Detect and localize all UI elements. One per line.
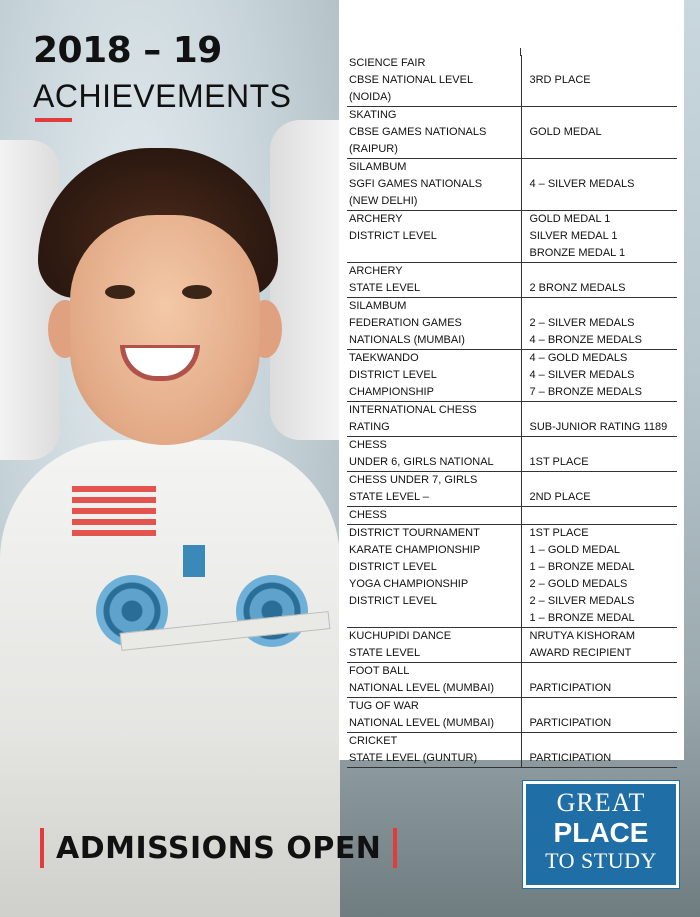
helmet-left	[0, 140, 60, 460]
table-row	[347, 55, 677, 107]
admissions-bar-right	[393, 828, 397, 868]
result-line: 4 – BRONZE MEDALS	[529, 334, 642, 346]
table-row	[347, 350, 677, 402]
event-line: TUG OF WAR	[349, 700, 419, 712]
result-line: BRONZE MEDAL 1	[529, 247, 626, 259]
achievements-panel	[339, 0, 684, 764]
result-cell	[521, 263, 677, 298]
event-line: CHAMPIONSHIP	[349, 386, 434, 398]
result-line: 1ST PLACE	[529, 456, 589, 468]
result-line	[530, 141, 678, 158]
result-cell	[521, 698, 677, 733]
result-line	[530, 402, 678, 419]
table-row	[347, 733, 677, 768]
event-line: (NOIDA)	[349, 91, 392, 103]
table-row	[347, 211, 677, 263]
result-line: 1 – GOLD MEDAL	[529, 544, 620, 556]
child-face	[70, 215, 260, 445]
result-line	[530, 437, 678, 454]
result-line: 2 – GOLD MEDALS	[529, 578, 628, 590]
result-line	[530, 159, 678, 176]
event-line: FOOT BALL	[349, 665, 410, 677]
event-cell	[347, 698, 521, 733]
event-cell	[347, 507, 521, 525]
event-line: INTERNATIONAL CHESS	[349, 404, 477, 416]
result-line: SUB-JUNIOR RATING 1189	[529, 421, 668, 433]
result-line: SILVER MEDAL 1	[529, 230, 618, 242]
page-title: ACHIEVEMENTS	[33, 78, 292, 114]
event-line: CHESS	[349, 509, 387, 521]
event-line: NATIONALS (MUMBAI)	[349, 334, 465, 346]
event-cell	[347, 159, 521, 211]
event-line: RATING	[349, 421, 390, 433]
result-line	[530, 733, 678, 750]
event-line: SILAMBUM	[349, 300, 407, 312]
table-row	[347, 472, 677, 507]
event-line: (RAIPUR)	[349, 143, 398, 155]
badge-line-to-study: TO STUDY	[545, 848, 657, 873]
table-row	[347, 576, 677, 628]
event-cell	[347, 107, 521, 159]
table-row	[347, 402, 677, 437]
achievements-table-body	[347, 55, 677, 768]
child-eye-right	[182, 285, 212, 299]
event-cell	[347, 472, 521, 507]
table-row	[347, 107, 677, 159]
result-line: 4 – SILVER MEDALS	[529, 178, 635, 190]
event-line: SCIENCE FAIR	[349, 57, 426, 69]
event-line: SKATING	[349, 109, 397, 121]
result-line	[530, 193, 678, 210]
event-line: KARATE CHAMPIONSHIP	[349, 544, 481, 556]
result-cell	[521, 663, 677, 698]
child-eye-left	[105, 285, 135, 299]
result-line: 4 – GOLD MEDALS	[529, 352, 628, 364]
result-line	[530, 507, 678, 524]
result-line: AWARD RECIPIENT	[529, 647, 632, 659]
event-line: CHESS	[349, 439, 387, 451]
result-cell	[521, 402, 677, 437]
result-line: 2ND PLACE	[529, 491, 591, 503]
result-line: 2 – SILVER MEDALS	[529, 595, 635, 607]
result-cell	[521, 628, 677, 663]
event-line: DISTRICT LEVEL	[349, 595, 437, 607]
table-row	[347, 298, 677, 350]
result-cell	[521, 507, 677, 525]
event-cell	[347, 437, 521, 472]
result-line: GOLD MEDAL 1	[529, 213, 611, 225]
event-line: CBSE GAMES NATIONALS	[349, 126, 487, 138]
table-row	[347, 663, 677, 698]
event-line: STATE LEVEL	[349, 282, 421, 294]
suit-tab	[183, 545, 205, 577]
title-underline	[35, 118, 72, 122]
table-row	[347, 698, 677, 733]
helmet-right	[270, 120, 340, 440]
event-cell	[347, 263, 521, 298]
flag-stripes	[72, 486, 156, 550]
event-line: DISTRICT LEVEL	[349, 561, 437, 573]
event-line: STATE LEVEL (GUNTUR)	[349, 752, 478, 764]
event-cell	[347, 298, 521, 350]
table-row	[347, 263, 677, 298]
event-line: TAEKWANDO	[349, 352, 419, 364]
result-cell	[521, 298, 677, 350]
event-line: CRICKET	[349, 735, 398, 747]
result-line	[530, 663, 678, 680]
event-line: DISTRICT LEVEL	[349, 369, 437, 381]
result-cell	[521, 733, 677, 768]
event-line: ARCHERY	[349, 213, 403, 225]
event-line: DISTRICT TOURNAMENT	[349, 527, 480, 539]
result-cell	[521, 107, 677, 159]
achievements-table	[347, 55, 677, 768]
result-line	[530, 89, 678, 106]
result-line: 2 BRONZ MEDALS	[529, 282, 626, 294]
event-line	[349, 610, 521, 627]
table-row	[347, 507, 677, 525]
result-line: 1 – BRONZE MEDAL	[529, 612, 635, 624]
event-cell	[347, 211, 521, 263]
result-line: 7 – BRONZE MEDALS	[529, 386, 642, 398]
result-cell	[521, 437, 677, 472]
event-line: CBSE NATIONAL LEVEL	[349, 74, 474, 86]
result-line: 1 – BRONZE MEDAL	[529, 561, 635, 573]
event-line: UNDER 6, GIRLS NATIONAL	[349, 456, 494, 468]
event-line: KUCHUPIDI DANCE	[349, 630, 452, 642]
result-cell	[521, 211, 677, 263]
event-line: DISTRICT LEVEL	[349, 230, 437, 242]
event-cell	[347, 525, 521, 577]
result-line: 4 – SILVER MEDALS	[529, 369, 635, 381]
result-cell	[521, 576, 677, 628]
result-line: GOLD MEDAL	[529, 126, 602, 138]
result-line: NRUTYA KISHORAM	[529, 630, 636, 642]
event-cell	[347, 402, 521, 437]
result-line	[530, 698, 678, 715]
result-cell	[521, 55, 677, 107]
event-line	[349, 245, 521, 262]
great-place-badge	[523, 781, 679, 888]
event-cell	[347, 733, 521, 768]
year-heading: 2018 – 19	[33, 30, 222, 71]
result-line	[530, 107, 678, 124]
event-cell	[347, 350, 521, 402]
result-line: 2 – SILVER MEDALS	[529, 317, 635, 329]
event-line: STATE LEVEL	[349, 647, 421, 659]
result-line	[530, 263, 678, 280]
event-line: FEDERATION GAMES	[349, 317, 462, 329]
badge-line-place: PLACE	[553, 817, 649, 848]
badge-line-great: GREAT	[556, 788, 646, 817]
event-line: NATIONAL LEVEL (MUMBAI)	[349, 717, 495, 729]
result-cell	[521, 159, 677, 211]
event-line: STATE LEVEL –	[349, 491, 429, 503]
result-cell	[521, 472, 677, 507]
result-line: 3RD PLACE	[529, 74, 591, 86]
event-line: SGFI GAMES NATIONALS	[349, 178, 483, 190]
event-line: CHESS UNDER 7, GIRLS	[349, 474, 478, 486]
admissions-banner	[40, 828, 397, 868]
table-row	[347, 628, 677, 663]
event-line: ARCHERY	[349, 265, 403, 277]
event-line: YOGA CHAMPIONSHIP	[349, 578, 469, 590]
result-line: PARTICIPATION	[529, 717, 612, 729]
result-line	[530, 298, 678, 315]
event-line: NATIONAL LEVEL (MUMBAI)	[349, 682, 495, 694]
admissions-text: ADMISSIONS OPEN	[56, 830, 382, 866]
result-line	[530, 55, 678, 72]
table-row	[347, 437, 677, 472]
event-cell	[347, 663, 521, 698]
event-line: SILAMBUM	[349, 161, 407, 173]
event-cell	[347, 55, 521, 107]
table-row	[347, 525, 677, 577]
result-line: 1ST PLACE	[529, 527, 589, 539]
event-cell	[347, 628, 521, 663]
result-cell	[521, 525, 677, 577]
result-line	[530, 472, 678, 489]
result-line: PARTICIPATION	[529, 752, 612, 764]
table-row	[347, 159, 677, 211]
result-cell	[521, 350, 677, 402]
event-cell	[347, 576, 521, 628]
result-line: PARTICIPATION	[529, 682, 612, 694]
event-line: (NEW DELHI)	[349, 195, 418, 207]
